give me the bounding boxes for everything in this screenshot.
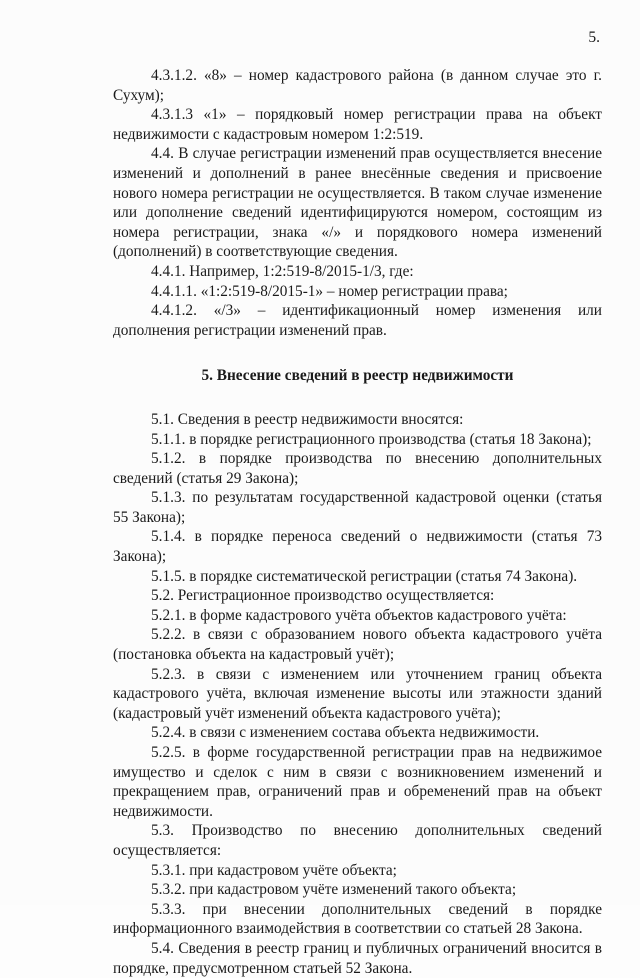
paragraph-4-3-1-2: 4.3.1.2. «8» – номер кадастрового района (в данном случае это г. Сухум); <box>113 67 602 104</box>
paragraph-4-4-1-2: 4.4.1.2. «/3» – идентификационный номер изменения или дополнения регистрации изменений прав. <box>113 302 602 339</box>
paragraph-5-1-4: 5.1.4. в порядке переноса сведений о недвижимости (статья 73 Закона); <box>113 528 602 566</box>
paragraph-5-1: 5.1. Сведения в реестр недвижимости вносятся: <box>151 410 464 428</box>
page-number: 5. <box>588 29 600 46</box>
paragraph-5-1-3: 5.1.3. по результатам государственной кадастровой оценки (статья 55 Закона); <box>113 489 602 526</box>
paragraph-4-4-1-1: 4.4.1.1. «1:2:519-8/2015-1» – номер регистрации права; <box>151 282 508 300</box>
paragraph-4-4-1: 4.4.1. Например, 1:2:519-8/2015-1/3, где: <box>151 262 414 280</box>
paragraph-5-3: 5.3. Производство по внесению дополнительных сведений осуществляется: <box>113 822 602 859</box>
paragraph-5-2-1: 5.2.1. в форме кадастрового учёта объектов кадастрового учёта: <box>151 606 567 624</box>
paragraph-5-3-2: 5.3.2. при кадастровом учёте изменений такого объекта; <box>151 881 517 899</box>
section-heading: 5. Внесение сведений в реестр недвижимости <box>201 367 514 385</box>
paragraph-4-4: 4.4. В случае регистрации изменений прав осуществляется внесение изменений и дополнений в ранее внесённые сведения и присвоение нового номера регистрации не осуществляется. В таком случае изменение или дополнение сведений идентифицируются номером, состоящим из номера регистрации, знака «/» и порядкового номера изменений (дополнений) в соответствующие сведения. <box>113 145 602 261</box>
paragraph-5-2-5: 5.2.5. в форме государственной регистрации прав на недвижимое имущество и сделок с ним в связи с возникновением изменений и прекращением прав, ограничений прав и обременений прав на объект недвижимости. <box>113 744 602 820</box>
paragraph-5-4: 5.4. Сведения в реестр границ и публичных ограничений вносится в порядке, предусмотренном статьей 52 Закона. <box>113 939 602 977</box>
paragraph-5-2: 5.2. Регистрационное производство осуществляется: <box>151 587 495 605</box>
paragraph-4-3-1-3: 4.3.1.3 «1» – порядковый номер регистрации права на объект недвижимости с кадастровым номером 1:2:519. <box>113 106 602 143</box>
paragraph-5-2-4: 5.2.4. в связи с изменением состава объекта недвижимости. <box>151 724 540 742</box>
paragraph-5-3-3: 5.3.3. при внесении дополнительных сведений в порядке информационного взаимодействия в соответствии со статьей 28 Закона. <box>113 900 602 938</box>
paragraph-5-1-2: 5.1.2. в порядке производства по внесению дополнительных сведений (статья 29 Закона); <box>113 450 602 487</box>
paragraph-5-2-2: 5.2.2. в связи с образованием нового объекта кадастрового учёта (постановка объекта на кадастровый учёт); <box>113 626 602 664</box>
paragraph-5-1-5: 5.1.5. в порядке систематической регистрации (статья 74 Закона). <box>151 567 578 585</box>
paragraph-5-3-1: 5.3.1. при кадастровом учёте объекта; <box>151 861 397 879</box>
paragraph-5-1-1: 5.1.1. в порядке регистрационного производства (статья 18 Закона); <box>151 430 592 448</box>
document-body <box>113 66 602 978</box>
paragraph-5-2-3: 5.2.3. в связи с изменением или уточнением границ объекта кадастрового учёта, включая изменение высоты или этажности зданий (кадастровый учёт изменений объекта кадастрового учёта); <box>113 665 602 722</box>
